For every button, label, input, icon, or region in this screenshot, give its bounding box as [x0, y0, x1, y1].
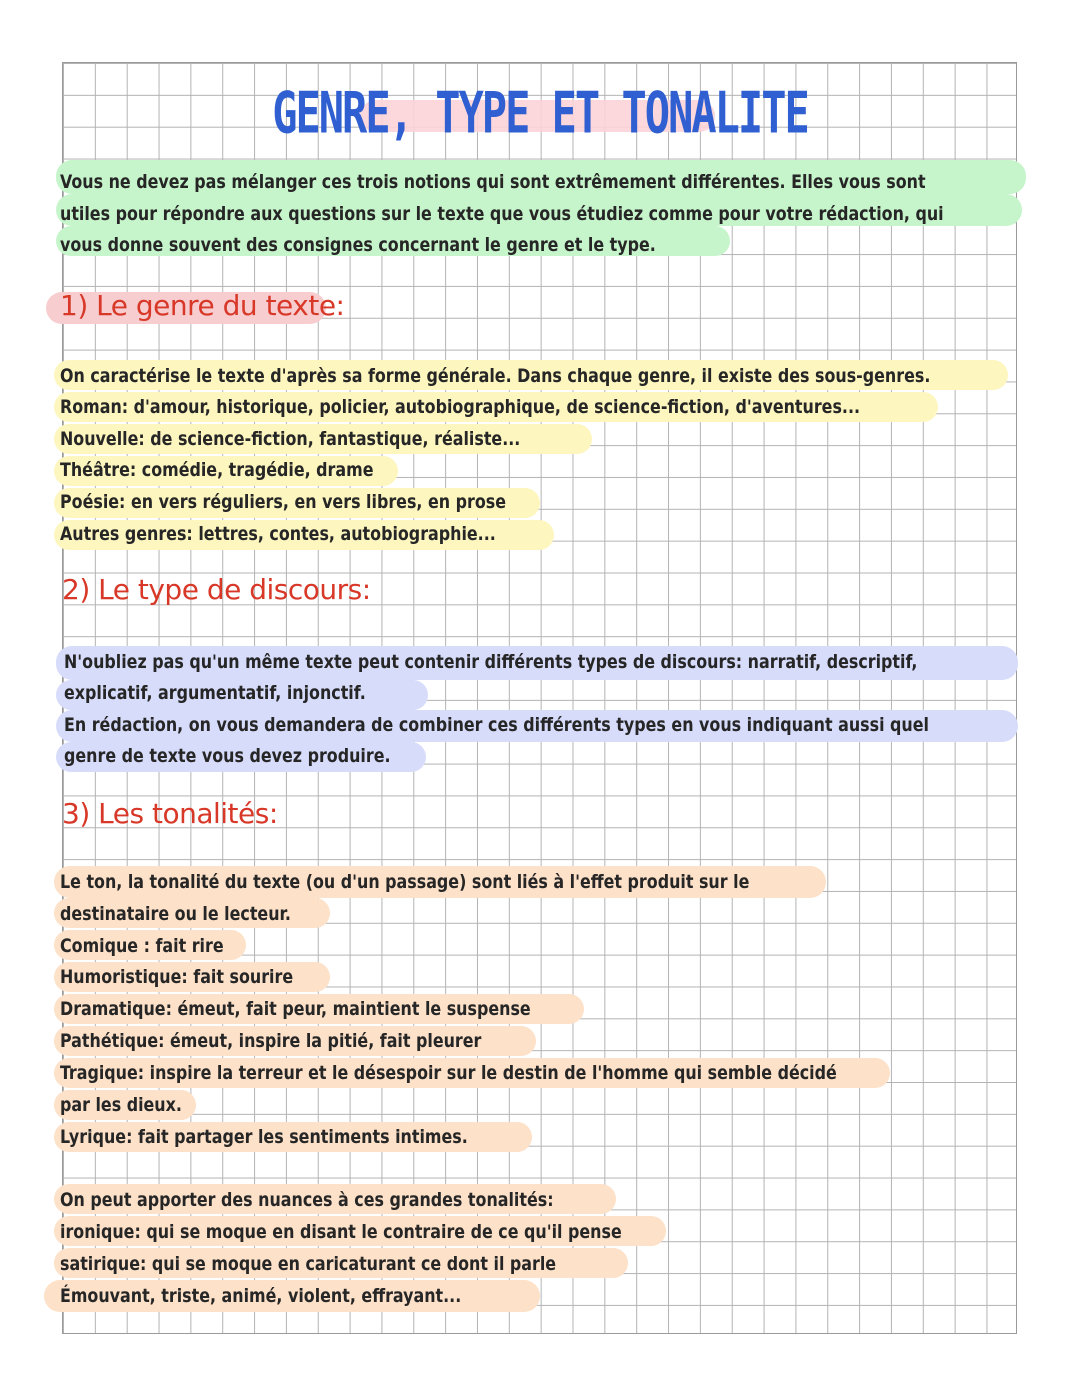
tone-line: Humoristique: fait sourire: [60, 966, 294, 988]
type-line: genre de texte vous devez produire.: [64, 745, 391, 767]
genre-line: Autres genres: lettres, contes, autobiographie...: [60, 523, 496, 545]
nuance-line: Émouvant, triste, animé, violent, effrayant...: [60, 1285, 462, 1307]
tone-line: destinataire ou le lecteur.: [60, 903, 291, 925]
tone-line: par les dieux.: [60, 1094, 182, 1116]
section-heading-genre: 1) Le genre du texte:: [60, 289, 345, 322]
tone-line: Dramatique: émeut, fait peur, maintient le suspense: [60, 998, 531, 1020]
tone-line: Comique : fait rire: [60, 935, 224, 957]
intro-line: Vous ne devez pas mélanger ces trois notions qui sont extrêmement différentes. Elles vous sont: [60, 171, 926, 193]
tone-line: Pathétique: émeut, inspire la pitié, fait pleurer: [60, 1030, 482, 1052]
type-line: N'oubliez pas qu'un même texte peut contenir différents types de discours: narratif, descriptif,: [64, 651, 918, 673]
intro-line: utiles pour répondre aux questions sur le texte que vous étudiez comme pour votre rédaction, qui: [60, 203, 944, 225]
tone-line: Le ton, la tonalité du texte (ou d'un passage) sont liés à l'effet produit sur le: [60, 871, 750, 893]
genre-line: Théâtre: comédie, tragédie, drame: [60, 459, 374, 481]
nuance-line: satirique: qui se moque en caricaturant ce dont il parle: [60, 1253, 557, 1275]
tone-line: Tragique: inspire la terreur et le désespoir sur le destin de l'homme qui semble décidé: [60, 1062, 837, 1084]
nuance-line: On peut apporter des nuances à ces grandes tonalités:: [60, 1189, 554, 1211]
tone-line: Lyrique: fait partager les sentiments intimes.: [60, 1126, 468, 1148]
type-line: En rédaction, on vous demandera de combiner ces différents types en vous indiquant aussi quel: [64, 714, 929, 736]
genre-line: Poésie: en vers réguliers, en vers libres, en prose: [60, 491, 507, 513]
genre-line: On caractérise le texte d'après sa forme générale. Dans chaque genre, il existe des sous-genres.: [60, 365, 931, 387]
genre-line: Roman: d'amour, historique, policier, autobiographique, de science-fiction, d'aventures...: [60, 396, 861, 418]
intro-line: vous donne souvent des consignes concernant le genre et le type.: [60, 234, 656, 256]
section-heading-tonalites: 3) Les tonalités:: [62, 797, 278, 830]
page-title: GENRE, TYPE ET TONALITE: [272, 80, 808, 147]
genre-line: Nouvelle: de science-fiction, fantastique, réaliste...: [60, 428, 521, 450]
section-heading-type: 2) Le type de discours:: [62, 573, 371, 606]
nuance-line: ironique: qui se moque en disant le contraire de ce qu'il pense: [60, 1221, 622, 1243]
type-line: explicatif, argumentatif, injonctif.: [64, 682, 366, 704]
